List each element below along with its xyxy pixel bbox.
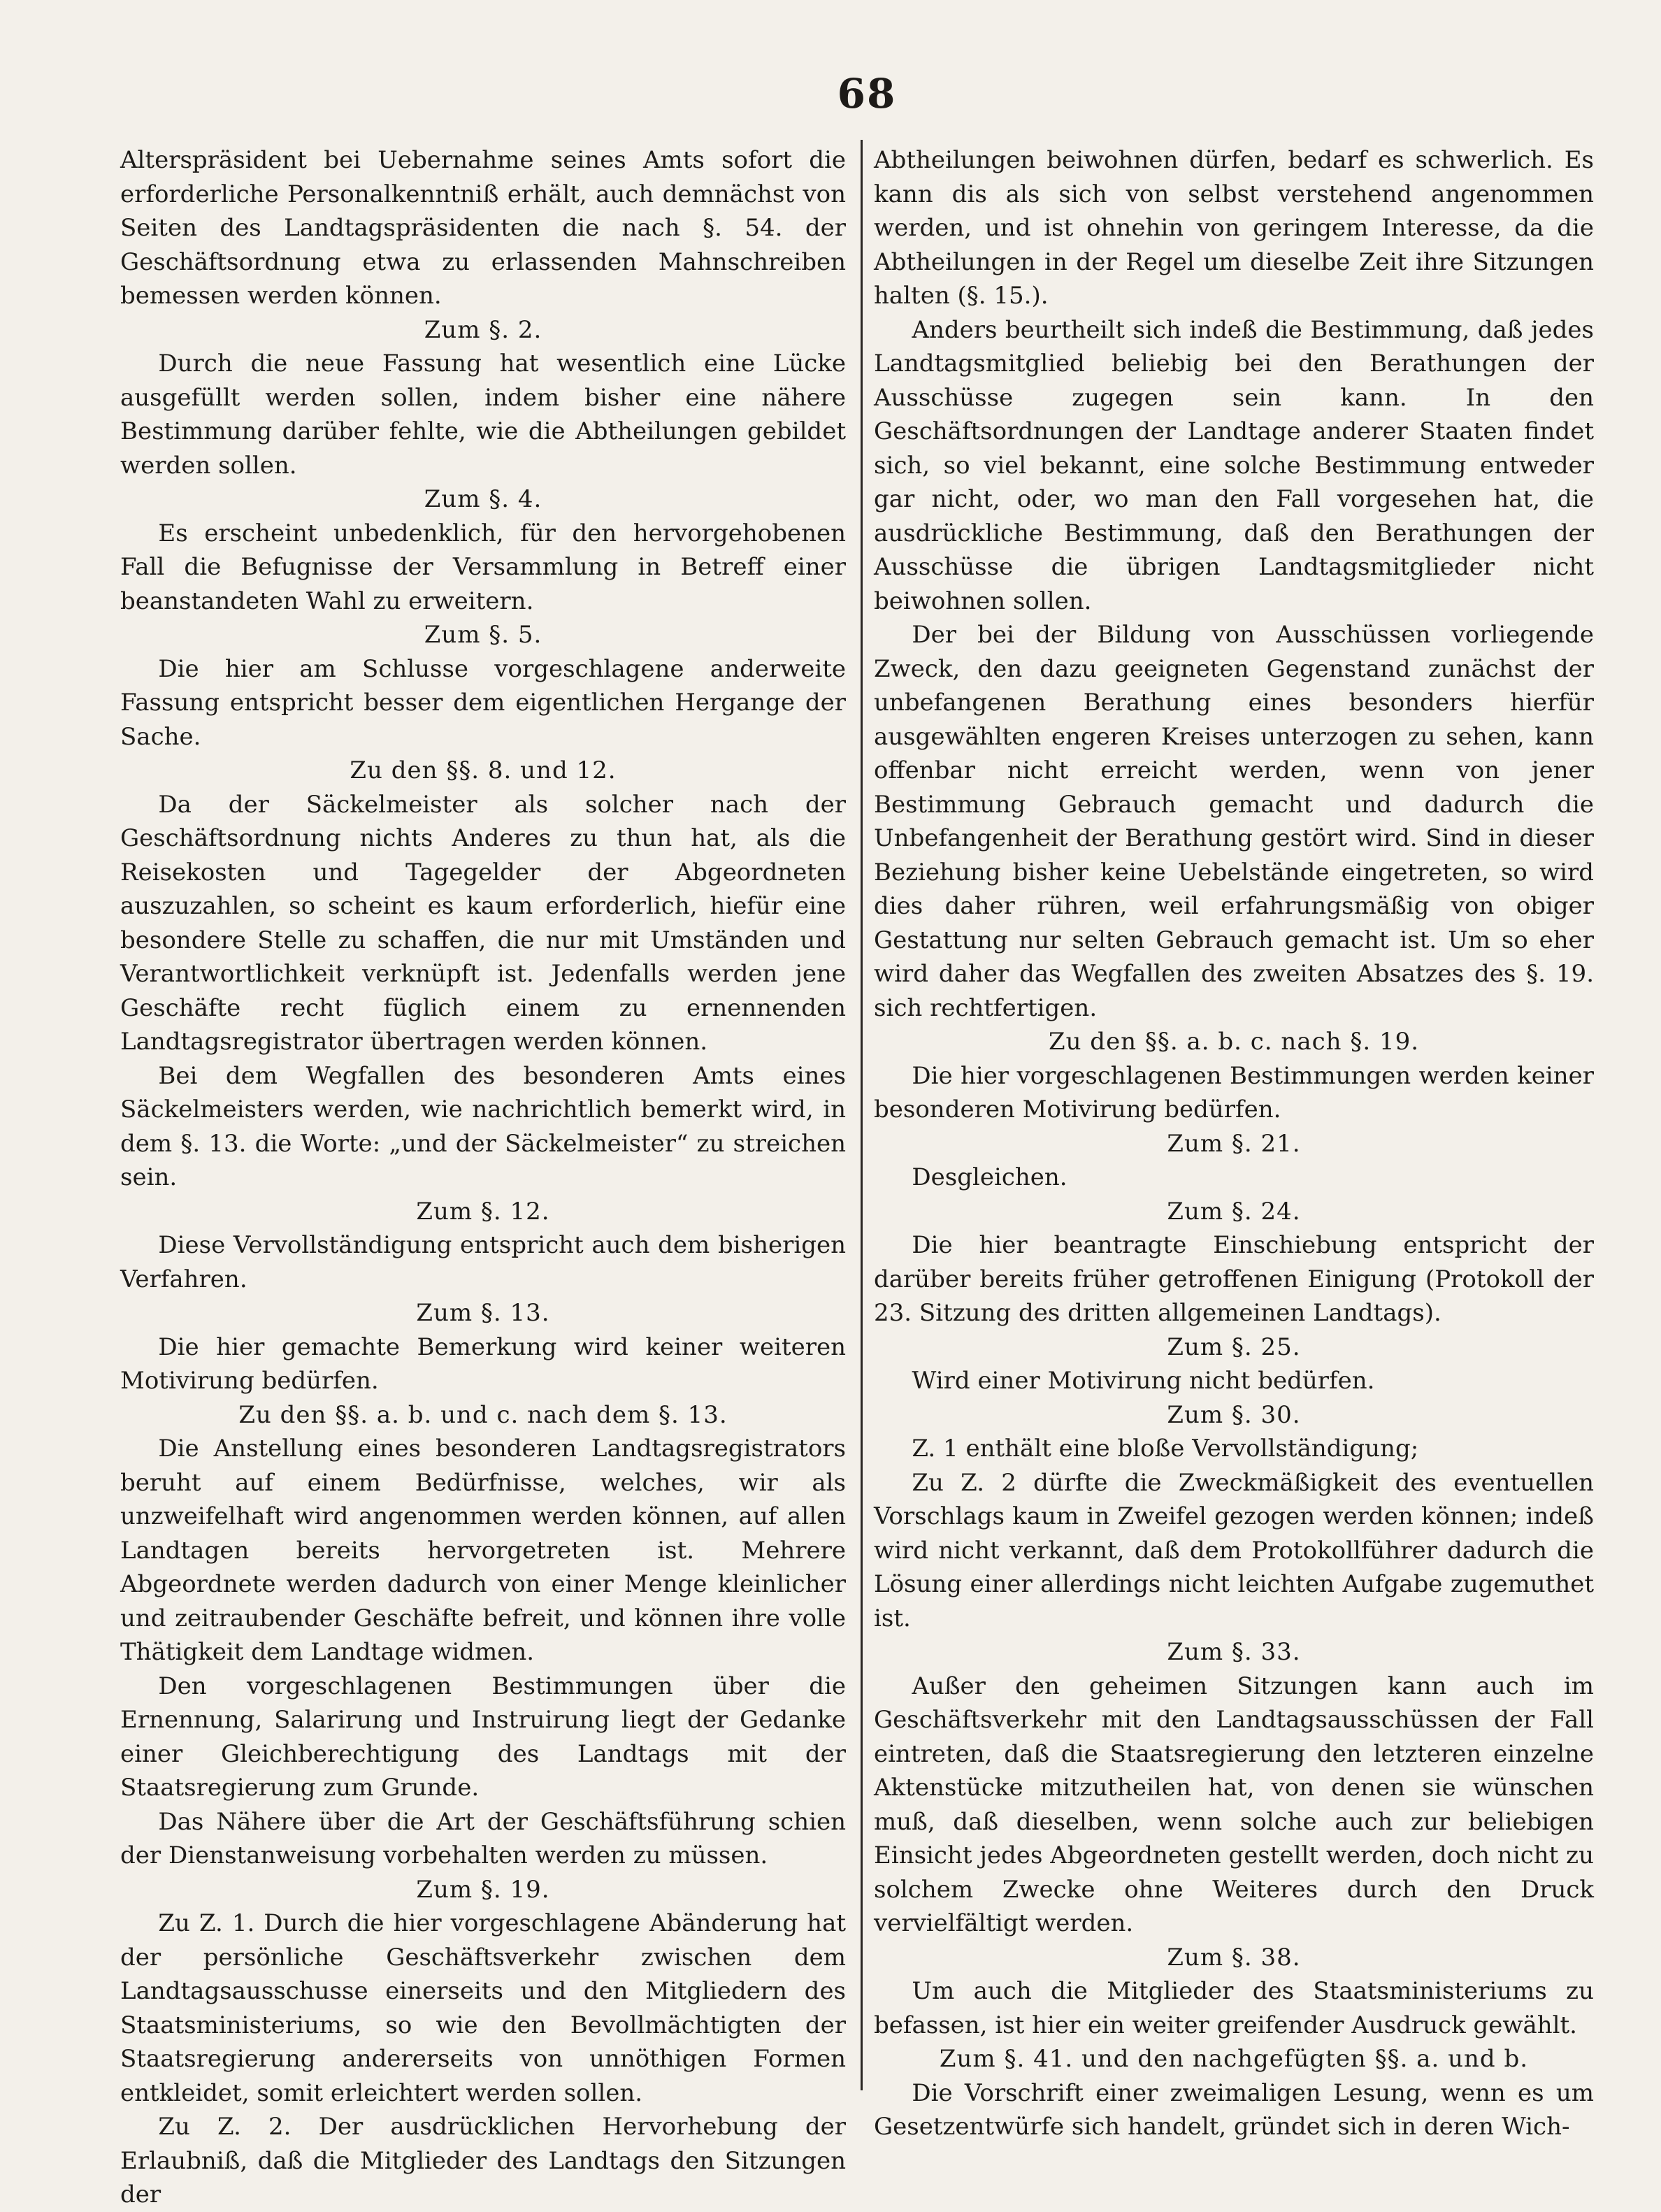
paragraph: Um auch die Mitglieder des Staatsministeriums zu befassen, ist hier ein weiter greifender Ausdruck gewählt. bbox=[874, 1977, 1594, 2039]
paragraph: Anders beurtheilt sich indeß die Bestimmung, daß jedes Landtagsmitglied beliebig bei den Berathungen der Ausschüsse zugegen sein kann. In den Geschäftsordnungen der Landtage anderer Staaten findet sich, so viel bekannt, eine solche Bestimmung entweder gar nicht, oder, wo man den Fall vorgesehen hat, die ausdrückliche Bestimmung, daß den Berathungen der Ausschüsse die übrigen Landtagsmitglieder nicht beiwohnen sollen. bbox=[874, 315, 1594, 615]
paragraph: Die hier vorgeschlagenen Bestimmungen werden keiner besonderen Motivirung bedürfen. bbox=[874, 1061, 1594, 1123]
section-heading: Zum §. 19. bbox=[416, 1875, 550, 1904]
section-heading: Zum §. 2. bbox=[424, 315, 542, 344]
paragraph: Abtheilungen beiwohnen dürfen, bedarf es schwerlich. Es kann dis als sich von selbst verstehend angenommen werden, und ist ohnehin von geringem Interesse, da die Abtheilungen in der Regel um dieselbe Zeit ihre Sitzungen halten (§. 15.). bbox=[874, 146, 1594, 310]
paragraph: Der bei der Bildung von Ausschüssen vorliegende Zweck, den dazu geeigneten Gegenstand zunächst der unbefangenen Berathung eines besonders hierfür ausgewählten engeren Kreises unterzogen zu sehen, kann offenbar nicht erreicht werden, wenn von jener Bestimmung Gebrauch gemacht und dadurch die Unbefangenheit der Berathung gestört wird. Sind in dieser Beziehung bisher keine Uebelstände eingetreten, so wird dies daher rühren, weil erfahrungsmäßig von obiger Gestattung nur selten Gebrauch gemacht ist. Um so eher wird daher das Wegfallen des zweiten Absatzes des §. 19. sich rechtfertigen. bbox=[874, 621, 1594, 1022]
paragraph: Desgleichen. bbox=[912, 1163, 1067, 1191]
paragraph: Wird einer Motivirung nicht bedürfen. bbox=[912, 1367, 1375, 1395]
paragraph: Zu Z. 1. Durch die hier vorgeschlagene Abänderung hat der persönliche Geschäftsverkehr zwischen dem Landtagsausschusse einerseits und den Mitgliedern des Staatsministeriums, so wie den Bevollmächtigten der Staatsregierung andererseits von unnöthigen Formen entkleidet, somit erleichtert werden sollen. bbox=[120, 1909, 846, 2107]
left-column bbox=[120, 143, 846, 2212]
paragraph: Das Nähere über die Art der Geschäftsführung schien der Dienstanweisung vorbehalten werden zu müssen. bbox=[120, 1807, 846, 1869]
paragraph: Z. 1 enthält eine bloße Vervollständigung; bbox=[912, 1435, 1419, 1463]
section-heading: Zum §. 4. bbox=[424, 485, 542, 513]
paragraph: Zu Z. 2 dürfte die Zweckmäßigkeit des eventuellen Vorschlags kaum in Zweifel gezogen werden können; indeß wird nicht verkannt, daß dem Protokollführer dadurch die Lösung einer allerdings nicht leichten Aufgabe zugemuthet ist. bbox=[874, 1468, 1594, 1632]
section-heading: Zum §. 24. bbox=[1167, 1197, 1301, 1226]
paragraph: Diese Vervollständigung entspricht auch dem bisherigen Verfahren. bbox=[120, 1231, 846, 1293]
paragraph: Den vorgeschlagenen Bestimmungen über die Ernennung, Salarirung und Instruirung liegt der Gedanke einer Gleichberechtigung des Landtags mit der Staatsregierung zum Grunde. bbox=[120, 1672, 846, 1802]
section-heading: Zum §. 25. bbox=[1167, 1333, 1301, 1361]
column-divider bbox=[861, 140, 863, 2090]
paragraph: Die hier am Schlusse vorgeschlagene anderweite Fassung entspricht besser dem eigentlichen Hergange der Sache. bbox=[120, 654, 846, 751]
paragraph: Die hier beantragte Einschiebung entspricht der darüber bereits früher getroffenen Einigung (Protokoll der 23. Sitzung des dritten allgemeinen Landtags). bbox=[874, 1231, 1594, 1327]
paragraph: Die Vorschrift einer zweimaligen Lesung, wenn es um Gesetzentwürfe sich handelt, gründet sich in deren Wich- bbox=[874, 2078, 1594, 2141]
section-heading: Zu den §§. a. b. und c. nach dem §. 13. bbox=[238, 1400, 728, 1429]
paragraph: Alterspräsident bei Uebernahme seines Amts sofort die erforderliche Personalkenntniß erhält, auch demnächst von Seiten des Landtagspräsidenten die nach §. 54. der Geschäftsordnung etwa zu erlassenden Mahnschreiben bemessen werden können. bbox=[120, 146, 846, 310]
paragraph: Bei dem Wegfallen des besonderen Amts eines Säckelmeisters werden, wie nachrichtlich bemerkt wird, in dem §. 13. die Worte: „und der Säckelmeister“ zu streichen sein. bbox=[120, 1061, 846, 1191]
paragraph: Zu Z. 2. Der ausdrücklichen Hervorhebung der Erlaubniß, daß die Mitglieder des Landtags den Sitzungen der bbox=[120, 2113, 846, 2209]
paragraph: Die hier gemachte Bemerkung wird keiner weiteren Motivirung bedürfen. bbox=[120, 1333, 846, 1395]
section-heading: Zum §. 13. bbox=[416, 1299, 550, 1327]
paragraph: Da der Säckelmeister als solcher nach der Geschäftsordnung nichts Anderes zu thun hat, als die Reisekosten und Tagegelder der Abgeordneten auszuzahlen, so scheint es kaum erforderlich, hiefür eine besondere Stelle zu schaffen, die nur mit Umständen und Verantwortlichkeit verknüpft ist. Jedenfalls werden jene Geschäfte recht füglich einem zu ernennenden Landtagsregistrator übertragen werden können. bbox=[120, 790, 846, 1056]
section-heading: Zum §. 38. bbox=[1167, 1943, 1301, 1972]
section-heading: Zum §. 41. und den nachgefügten §§. a. und b. bbox=[939, 2045, 1529, 2073]
paragraph: Durch die neue Fassung hat wesentlich eine Lücke ausgefüllt werden sollen, indem bisher eine nähere Bestimmung darüber fehlte, wie die Abtheilungen gebildet werden sollen. bbox=[120, 350, 846, 480]
paragraph: Außer den geheimen Sitzungen kann auch im Geschäftsverkehr mit den Landtagsausschüssen der Fall eintreten, daß die Staatsregierung den letzteren einzelne Aktenstücke mitzutheilen hat, von denen sie wünschen muß, daß dieselben, wenn solche auch zur beliebigen Einsicht jedes Abgeordneten gestellt werden, doch nicht zu solchem Zwecke ohne Weiteres durch den Druck vervielfältigt werden. bbox=[874, 1672, 1594, 1937]
section-heading: Zum §. 30. bbox=[1167, 1400, 1301, 1429]
section-heading: Zu den §§. 8. und 12. bbox=[350, 756, 617, 784]
section-heading: Zum §. 5. bbox=[424, 621, 542, 649]
section-heading: Zum §. 12. bbox=[416, 1197, 550, 1226]
section-heading: Zu den §§. a. b. c. nach §. 19. bbox=[1048, 1028, 1420, 1056]
page-number: 68 bbox=[837, 70, 897, 117]
right-column bbox=[874, 143, 1594, 2144]
paragraph: Es erscheint unbedenklich, für den hervorgehobenen Fall die Befugnisse der Versammlung in Betreff einer beanstandeten Wahl zu erweitern. bbox=[120, 519, 846, 615]
paragraph: Die Anstellung eines besonderen Landtagsregistrators beruht auf einem Bedürfnisse, welches, wir als unzweifelhaft wird angenommen werden können, auf allen Landtagen bereits hervorgetreten ist. Mehrere Abgeordnete werden dadurch von einer Menge kleinlicher und zeitraubender Geschäfte befreit, und können ihre volle Thätigkeit dem Landtage widmen. bbox=[120, 1435, 846, 1666]
section-heading: Zum §. 33. bbox=[1167, 1638, 1301, 1666]
section-heading: Zum §. 21. bbox=[1167, 1129, 1301, 1158]
